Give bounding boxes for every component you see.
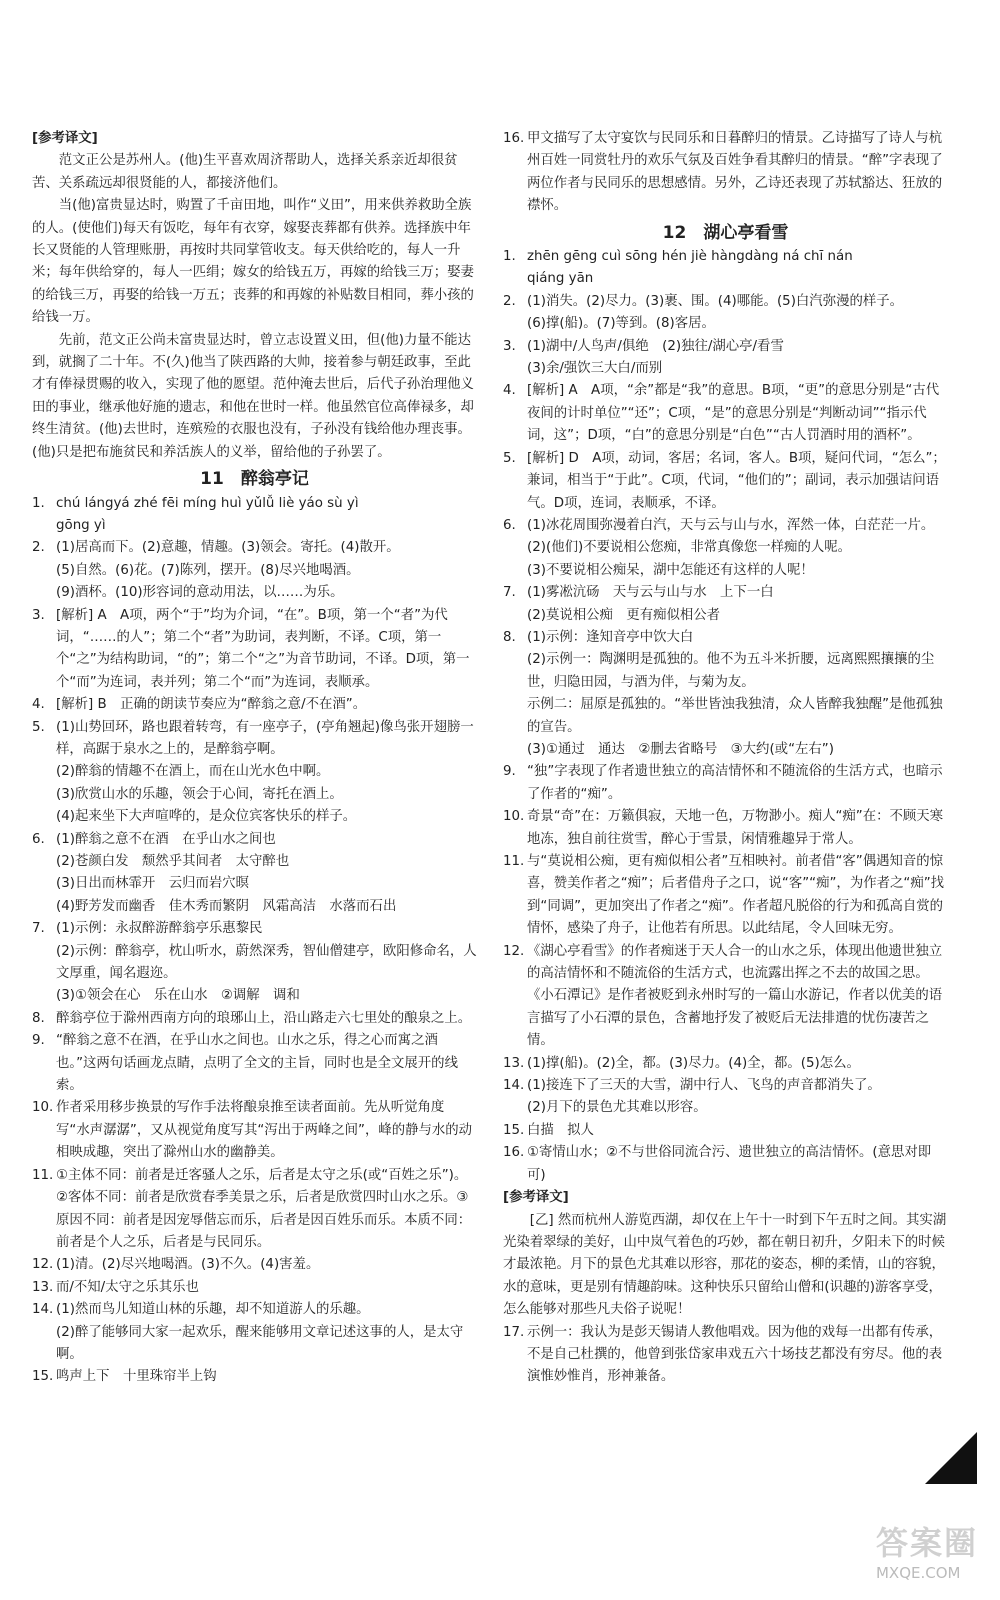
answer-item <box>32 1165 477 1255</box>
translation-paragraph: 先前，范文正公尚未富贵显达时，曾立志设置义田，但(他)力量不能达到，就搁了二十年。不(久)他当了陕西路的大帅，接着参与朝廷政事，至此才有俸禄贯赐的收入，实现了他的愿望。范仲淹去世后，后代子孙治理他义田的事业，继承他好施的遗志，和他在世时一样。他虽然官位高俸禄多，却终生清贫。(他)去世时，连殡殓的衣服也没有，子孙没有钱给他办理丧事。(他)只是把布施贫民和养活族人的义举，留给他的子孙罢了。 <box>32 332 474 460</box>
item-text: 作者采用移步换景的写作手法将酿泉推至读者面前。先从听觉角度写“水声潺潺”，又从视觉角度写其“泻出于两峰之间”，峰的静与水的动相映成趣，突出了滁州山水的幽静美。 <box>56 1100 473 1161</box>
item-text: (1)消失。(2)尽力。(3)裹、围。(4)哪能。(5)白汽弥漫的样子。 (6)撑(船)。(7)等到。(8)客居。 <box>527 293 904 332</box>
item-number: 15. <box>503 1122 525 1138</box>
corner-triangle-icon <box>925 1432 977 1484</box>
item-text: chú lángyá zhé fēi míng huì yǔlǚ liè yáo sù yì gōng yì <box>56 495 359 533</box>
item-number: 1. <box>32 495 45 511</box>
item-number: 9. <box>32 1033 45 1049</box>
answer-item <box>503 380 948 447</box>
item-text: 甲文描写了太守宴饮与民同乐和日暮醉归的情景。乙诗描写了诗人与杭州百姓一同赏牡丹的欢乐气氛及百姓争看其醉归的情景。“醉”字表现了两位作者与民同乐的思想感情。另外，乙诗还表现了苏轼豁达、狂放的襟怀。 <box>527 131 943 214</box>
item-text: “独”字表现了作者遗世独立的高洁情怀和不随流俗的生活方式，也暗示了作者的“痴”。 <box>527 764 943 802</box>
answer-item <box>32 1299 477 1366</box>
answer-item <box>32 717 477 829</box>
item-number: 12. <box>32 1257 54 1273</box>
item-number: 3. <box>32 607 45 623</box>
item-text: 白描 拟人 <box>527 1122 594 1138</box>
answer-item <box>32 605 477 695</box>
answer-item <box>503 336 948 381</box>
translation-header: [参考译文] <box>503 1190 569 1206</box>
item-number: 16. <box>503 131 525 146</box>
item-number: 7. <box>503 585 516 601</box>
item-number: 12. <box>503 943 525 959</box>
item-text: 《湖心亭看雪》的作者痴迷于天人合一的山水之乐，体现出他遗世独立的高洁情怀和不随流俗的生活方式，也流露出挥之不去的故国之思。《小石潭记》是作者被贬到永州时写的一篇山水游记，作者以优美的语言描写了小石潭的景色，含蓄地抒发了被贬后无法排遣的忧伤凄苦之情。 <box>527 943 943 1049</box>
item-number: 14. <box>32 1302 54 1318</box>
item-text: (1)示例：逢知音亭中饮大白 (2)示例一：陶渊明是孤独的。他不为五斗米折腰，远离熙熙攘攘的尘世，归隐田园，与酒为伴，与菊为友。 示例二：屈原是孤独的。“举世皆浊我独清，众人皆醉我独醒”是他孤独的宣告。 (3)①通过 通达 ②删去省略号 ③大约(或“左右”) <box>527 629 943 757</box>
item-text: 与“莫说相公痴，更有痴似相公者”互相映衬。前者借“客”偶遇知音的惊喜，赞美作者之“痴”；后者借舟子之口，说“客”“痴”，为作者之“痴”找到“同调”，更加突出了作者之“痴”。作者超凡脱俗的行为和孤高自赏的情怀，感染了舟子，让他若有所思。以此结尾，令人回味无穷。 <box>527 854 945 937</box>
section-title: 12 湖心亭看雪 <box>662 222 789 243</box>
item-number: 7. <box>32 921 45 937</box>
item-number: 17. <box>503 1324 525 1340</box>
answer-item <box>32 537 477 604</box>
item-number: 13. <box>32 1279 54 1295</box>
item-text: ①主体不同：前者是迁客骚人之乐，后者是太守之乐(或“百姓之乐”)。②客体不同：前者是欣赏春季美景之乐，后者是欣赏四时山水之乐。③原因不同：前者是因宠辱偕忘而乐，后者是因百姓乐而乐。本质不同：前者是个人之乐，后者是与民同乐。 <box>56 1167 472 1250</box>
item-number: 15. <box>32 1369 54 1385</box>
item-text: (1)雾凇沆砀 天与云与山与水 上下一白 (2)莫说相公痴 更有痴似相公者 <box>527 585 774 623</box>
item-text: (1)醉翁之意不在酒 在乎山水之间也 (2)苍颜白发 颓然乎其间者 太守醉也 (3)日出而林霏开 云归而岩穴暝 (4)野芳发而幽香 佳木秀而繁阴 风霜高洁 水落而石出 <box>56 831 397 914</box>
answer-item <box>503 627 948 761</box>
item-number: 14. <box>503 1078 525 1094</box>
item-number: 10. <box>32 1100 54 1116</box>
item-text: (1)撑(船)。(2)全，都。(3)尽力。(4)全，都。(5)怎么。 <box>527 1055 860 1071</box>
answer-item <box>32 918 477 1008</box>
answer-item <box>32 1366 477 1388</box>
item-number: 3. <box>503 338 516 354</box>
watermark-logo: 答案圈 <box>875 1524 978 1562</box>
item-text: [解析] B 正确的朗读节奏应为“醉翁之意/不在酒”。 <box>56 697 367 713</box>
translation-paragraph: 范文正公是苏州人。(他)生平喜欢周济帮助人，选择关系亲近却很贫苦、关系疏远却很贤能的人，都接济他们。 <box>32 153 458 191</box>
item-number: 6. <box>32 831 45 847</box>
item-number: 6. <box>503 517 516 533</box>
answer-item <box>503 1142 948 1187</box>
item-text: 奇景“奇”在：万籁俱寂，天地一色，万物渺小。痴人“痴”在：不顾天寒地冻，独自前往赏雪，醉心于雪景，闲情雅趣异于常人。 <box>527 809 944 847</box>
translation-header: [参考译文] <box>32 131 98 146</box>
item-number: 5. <box>32 719 45 735</box>
item-number: 13. <box>503 1055 525 1071</box>
answer-item <box>503 291 948 336</box>
item-number: 2. <box>32 540 45 556</box>
answer-item <box>503 1053 948 1075</box>
answer-item <box>32 694 477 716</box>
translation-paragraph: [乙] 然而杭州人游览西湖，却仅在上午十一时到下午五时之间。其实湖光染着翠绿的美好，山中岚气着色的巧妙，都在朝日初升，夕阳未下的时候才最浓艳。月下的景色尤其难以形容，那花的姿态，柳的柔情，山的容貌，水的意味，更是别有情趣韵味。这种快乐只留给山僧和(识趣的)游客享受，怎么能够对那些凡夫俗子说呢！ <box>503 1212 947 1318</box>
item-number: 4. <box>503 383 516 399</box>
answer-item <box>503 806 948 851</box>
answer-item <box>503 851 948 941</box>
answer-item <box>503 1120 948 1142</box>
item-text: “醉翁之意不在酒，在乎山水之间也。山水之乐，得之心而寓之酒也。”这两句话画龙点睛，点明了全文的主旨，同时也是全文展开的线索。 <box>56 1033 458 1094</box>
answer-item <box>503 582 948 627</box>
item-number: 4. <box>32 697 45 713</box>
answer-item <box>503 761 948 806</box>
watermark <box>876 1518 978 1582</box>
item-number: 1. <box>503 249 516 265</box>
item-text: (1)冰花周围弥漫着白汽，天与云与山与水，浑然一体，白茫茫一片。 (2)(他们)不要说相公您痴，非常真像您一样痴的人呢。 (3)不要说相公痴呆，湖中怎能还有这样的人呢！ <box>527 517 935 578</box>
item-text: (1)示例：永叔醉游醉翁亭乐惠黎民 (2)示例：醉翁亭，枕山听水，蔚然深秀，智仙僧建亭，欧阳修命名，人文厚重，闻名遐迩。 (3)①领会在心 乐在山水 ②调解 调和 <box>56 921 477 1004</box>
left-column <box>32 128 477 1389</box>
item-number: 8. <box>503 629 516 645</box>
item-text: 示例一：我认为是彭天锡请人教他唱戏。因为他的戏每一出都有传承，不是自己杜撰的，他曾到张岱家串戏五六十场技艺都没有穷尽。他的表演惟妙惟肖，形神兼备。 <box>527 1324 943 1385</box>
answer-item <box>503 941 948 1053</box>
answer-item <box>503 515 948 582</box>
section-title: 11 醉翁亭记 <box>200 469 309 490</box>
watermark-url: MXQE.COM <box>875 1564 961 1582</box>
answer-item <box>503 1322 948 1389</box>
answer-item <box>32 1030 477 1097</box>
item-text: (1)然而鸟儿知道山林的乐趣，却不知道游人的乐趣。 (2)醉了能够同大家一起欢乐，醒来能够用文章记述这事的人，是太守啊。 <box>56 1302 464 1362</box>
item-text: [解析] A A项，“余”都是“我”的意思。B项，“更”的意思分别是“古代夜间的计时单位”“还”；C项，“是”的意思分别是“判断动词”“指示代词，这”；D项，“白”的意思分别是“白色”“古人罚酒时用的酒杯”。 <box>527 383 940 444</box>
item-text: ①寄情山水；②不与世俗同流合污、遗世独立的高洁情怀。(意思对即可) <box>527 1145 932 1183</box>
item-text: zhēn gēng cuì sōng hén jiè hàngdàng ná chī nán qiáng yān <box>527 249 853 287</box>
answer-item <box>503 1075 948 1120</box>
answer-item <box>32 1008 477 1030</box>
item-text: (1)居高而下。(2)意趣，情趣。(3)领会。寄托。(4)散开。 (5)自然。(6)花。(7)陈列，摆开。(8)尽兴地喝酒。 (9)酒杯。(10)形容词的意动用法，以……为乐。 <box>56 540 400 601</box>
answer-item <box>32 1277 477 1299</box>
item-text: (1)山势回环，路也跟着转弯，有一座亭子，(亭角翘起)像鸟张开翅膀一样，高踞于泉水之上的，是醉翁亭啊。 (2)醉翁的情趣不在酒上，而在山光水色中啊。 (3)欣赏山水的乐趣，领会于心间，寄托在酒上。 (4)起来坐下大声喧哗的，是众位宾客快乐的样子。 <box>56 719 474 825</box>
answer-item <box>503 448 948 515</box>
item-number: 2. <box>503 293 516 309</box>
item-text: (1)清。(2)尽兴地喝酒。(3)不久。(4)害羞。 <box>56 1257 320 1273</box>
answer-item <box>503 128 948 218</box>
answer-item <box>32 1254 477 1276</box>
answer-item <box>32 1097 477 1164</box>
answer-item <box>32 493 477 538</box>
item-text: 而/不知/太守之乐其乐也 <box>56 1279 199 1295</box>
item-text: (1)接连下了三天的大雪，湖中行人、飞鸟的声音都消失了。 (2)月下的景色尤其难以形容。 <box>527 1078 881 1116</box>
item-number: 11. <box>503 854 525 869</box>
translation-paragraph: 当(他)富贵显达时，购置了千亩田地，叫作“义田”，用来供养救助全族的人。(使他们)每天有饭吃，每年有衣穿，嫁娶丧葬都有供养。选择族中年长又贤能的人管理账册，再按时共同掌管收支。每天供给吃的，每人一升米；每年供给穿的，每人一匹绢；嫁女的给钱五万，再嫁的给钱三万；娶妻的给钱三万，再娶的给钱一万五；丧葬的和再嫁的补贴数目相同，葬小孩的给钱一万。 <box>32 198 474 326</box>
item-text: [解析] A A项，两个“于”均为介词，“在”。B项，第一个“者”为代词，“……的人”；第二个“者”为助词，表判断，不译。C项，第一个“之”为结构助词，“的”；第二个“之”为音节助词，不译。D项，第一个“而”为连词，表并列；第二个“而”为连词，表顺承。 <box>56 607 470 690</box>
item-text: [解析] D A项，动词，客居；名词，客人。B项，疑问代词，“怎么”；兼词，相当于“于此”。C项，代词，“他们的”；副词，表示加强诘问语气。D项，连词，表顺承，不译。 <box>527 450 946 511</box>
answer-item <box>503 246 948 291</box>
right-column <box>503 128 948 1389</box>
answer-item <box>32 829 477 919</box>
item-number: 5. <box>503 450 516 466</box>
item-number: 11. <box>32 1167 54 1183</box>
item-text: 鸣声上下 十里珠帘半上钩 <box>56 1369 217 1385</box>
item-text: 醉翁亭位于滁州西南方向的琅琊山上，沿山路走六七里处的酿泉之上。 <box>56 1010 472 1026</box>
item-number: 10. <box>503 809 525 825</box>
item-number: 8. <box>32 1010 45 1026</box>
item-number: 16. <box>503 1145 525 1161</box>
item-number: 9. <box>503 764 516 780</box>
item-text: (1)湖中/人鸟声/俱绝 (2)独往/湖心亭/看雪 (3)余/强饮三大白/而别 <box>527 338 784 377</box>
